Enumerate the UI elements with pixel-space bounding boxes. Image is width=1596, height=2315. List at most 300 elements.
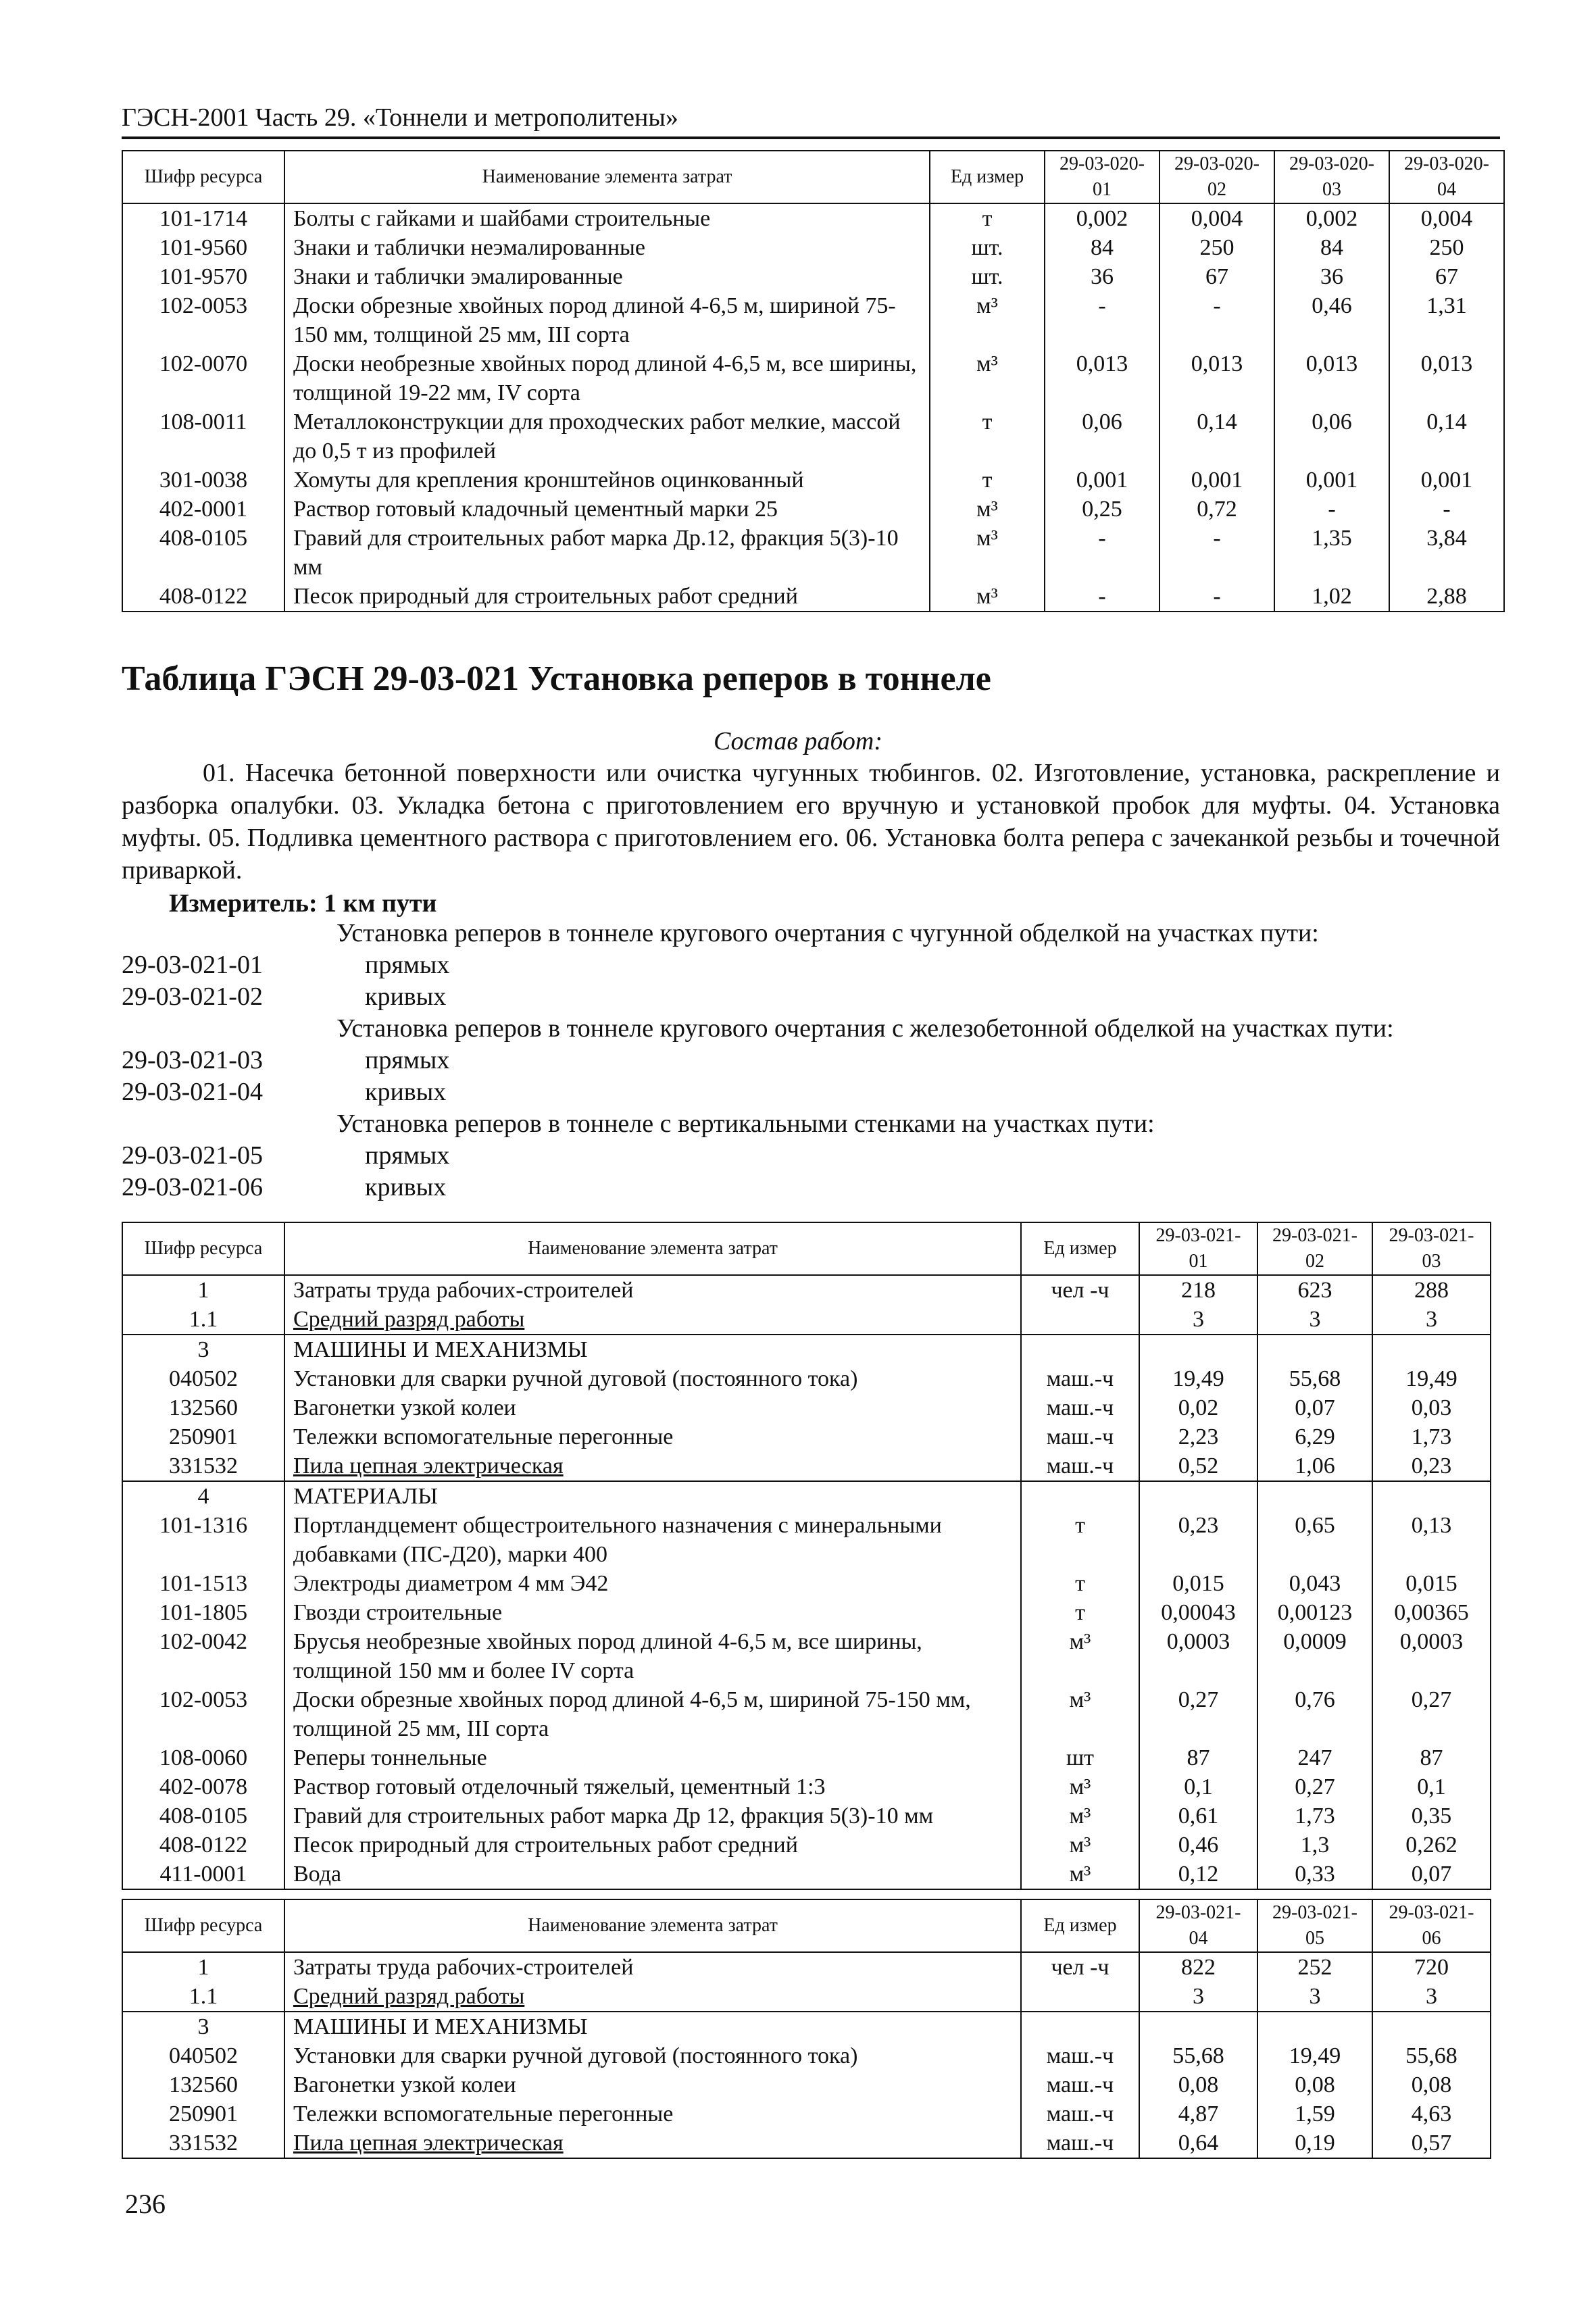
resource-code: 132560 xyxy=(122,2070,284,2099)
norm-label: прямых xyxy=(365,1046,450,1074)
value-cell: 0,07 xyxy=(1257,1393,1372,1422)
column-header: 29-03-021-05 xyxy=(1257,1899,1372,1952)
table-header-row xyxy=(122,151,1504,203)
value-cell xyxy=(1139,1335,1257,1364)
resource-code: 250901 xyxy=(122,2099,284,2129)
resource-table-3 xyxy=(122,1899,1491,2159)
value-cell: 1,02 xyxy=(1274,582,1389,612)
value-cell: 0,001 xyxy=(1389,466,1504,495)
table-header-row xyxy=(122,1222,1491,1275)
table-row xyxy=(122,1860,1491,1889)
resource-code: 3 xyxy=(122,1335,284,1364)
value-cell: 2,23 xyxy=(1139,1422,1257,1451)
value-cell: 0,25 xyxy=(1045,495,1159,524)
resource-name: Знаки и таблички эмалированные xyxy=(284,262,930,291)
table-row xyxy=(122,2099,1491,2129)
value-cell: 0,013 xyxy=(1159,349,1274,407)
table-row xyxy=(122,1569,1491,1598)
table-row xyxy=(122,407,1504,466)
resource-code: 250901 xyxy=(122,1422,284,1451)
value-cell: 0,14 xyxy=(1389,407,1504,466)
value-cell: 19,49 xyxy=(1257,2041,1372,2070)
resource-name: Песок природный для строительных работ средний xyxy=(284,582,930,612)
value-cell: 4,63 xyxy=(1372,2099,1491,2129)
column-header: Наименование элемента затрат xyxy=(284,1222,1021,1275)
value-cell: 0,02 xyxy=(1139,1393,1257,1422)
table-row xyxy=(122,1598,1491,1627)
value-cell: 0,013 xyxy=(1045,349,1159,407)
work-composition-body: 01. Насечка бетонной поверхности или очистка чугунных тюбингов. 02. Изготовление, установка, раскрепление и разборка опалубки. 03. Укладка бетона с приготовлением его вручную и установкой пробок для муфты. 04. Установка муфты. 05. Подливка цементного раствора с приготовлением его. 06. Установка болта репера с зачеканкой резьбы и точечной приваркой. xyxy=(122,759,1500,885)
value-cell: 3 xyxy=(1139,1305,1257,1335)
unit-cell: маш.-ч xyxy=(1021,1393,1139,1422)
norm-item xyxy=(122,1172,1541,1203)
resource-name: Доски обрезные хвойных пород длиной 4-6,5 м, шириной 75-150 мм, толщиной 25 мм, III сорта xyxy=(284,291,930,349)
resource-table-1 xyxy=(122,150,1505,612)
resource-code: 108-0011 xyxy=(122,407,284,466)
value-cell: 87 xyxy=(1139,1743,1257,1772)
resource-code: 108-0060 xyxy=(122,1743,284,1772)
table-row xyxy=(122,1743,1491,1772)
value-cell: 2,88 xyxy=(1389,582,1504,612)
table-row xyxy=(122,291,1504,349)
resource-code: 411-0001 xyxy=(122,1860,284,1889)
resource-name: Тележки вспомогательные перегонные xyxy=(284,1422,1021,1451)
value-cell: 1,59 xyxy=(1257,2099,1372,2129)
resource-code: 101-1513 xyxy=(122,1569,284,1598)
resource-code: 402-0001 xyxy=(122,495,284,524)
column-header: 29-03-021-04 xyxy=(1139,1899,1257,1952)
value-cell: 0,06 xyxy=(1045,407,1159,466)
resource-code: 402-0078 xyxy=(122,1772,284,1801)
resource-code: 132560 xyxy=(122,1393,284,1422)
column-header: 29-03-020-04 xyxy=(1389,151,1504,203)
value-cell: 0,13 xyxy=(1372,1511,1491,1569)
table-row xyxy=(122,1393,1491,1422)
unit-cell: м³ xyxy=(1021,1685,1139,1743)
table-row xyxy=(122,1511,1491,1569)
resource-name: Пила цепная электрическая xyxy=(284,2129,1021,2158)
value-cell: 0,14 xyxy=(1159,407,1274,466)
resource-name: Доски обрезные хвойных пород длиной 4-6,5 м, шириной 75-150 мм, толщиной 25 мм, III сорта xyxy=(284,1685,1021,1743)
unit-cell xyxy=(1021,2012,1139,2041)
resource-code: 331532 xyxy=(122,1451,284,1481)
norm-code: 29-03-021-03 xyxy=(122,1046,263,1074)
value-cell: 3 xyxy=(1257,1305,1372,1335)
norm-item xyxy=(122,949,1541,981)
column-header: Шифр ресурса xyxy=(122,151,284,203)
unit-cell: м³ xyxy=(1021,1860,1139,1889)
value-cell: 19,49 xyxy=(1139,1364,1257,1393)
value-cell: 0,57 xyxy=(1372,2129,1491,2158)
column-header: Шифр ресурса xyxy=(122,1222,284,1275)
resource-name: Средний разряд работы xyxy=(284,1305,1021,1335)
value-cell: - xyxy=(1045,524,1159,582)
resource-table-2 xyxy=(122,1222,1491,1890)
unit-cell xyxy=(1021,1305,1139,1335)
table-row xyxy=(122,1451,1491,1481)
value-cell: 0,001 xyxy=(1274,466,1389,495)
column-header: 29-03-021-01 xyxy=(1139,1222,1257,1275)
value-cell: 0,64 xyxy=(1139,2129,1257,2158)
value-cell: 0,013 xyxy=(1274,349,1389,407)
column-header: Ед измер xyxy=(930,151,1045,203)
norm-label: кривых xyxy=(365,1173,447,1201)
work-composition-text xyxy=(122,757,1500,887)
resource-code: 102-0053 xyxy=(122,1685,284,1743)
value-cell xyxy=(1257,2012,1372,2041)
value-cell: 3 xyxy=(1139,1982,1257,2012)
table-row xyxy=(122,1364,1491,1393)
unit-cell: маш.-ч xyxy=(1021,1364,1139,1393)
unit-cell: т xyxy=(1021,1598,1139,1627)
resource-name: Портландцемент общестроительного назначения с минеральными добавками (ПС-Д20), марки 400 xyxy=(284,1511,1021,1569)
value-cell: 0,043 xyxy=(1257,1569,1372,1598)
resource-code: 4 xyxy=(122,1481,284,1511)
value-cell: - xyxy=(1045,291,1159,349)
value-cell: 247 xyxy=(1257,1743,1372,1772)
norm-label: прямых xyxy=(365,951,450,979)
value-cell: - xyxy=(1159,291,1274,349)
page-number: 236 xyxy=(125,2189,166,2219)
unit-cell: м³ xyxy=(930,349,1045,407)
value-cell: 0,00365 xyxy=(1372,1598,1491,1627)
value-cell: 0,002 xyxy=(1045,203,1159,233)
value-cell: 0,013 xyxy=(1389,349,1504,407)
unit-cell: т xyxy=(930,407,1045,466)
unit-cell: т xyxy=(1021,1511,1139,1569)
resource-name: Установки для сварки ручной дуговой (постоянного тока) xyxy=(284,1364,1021,1393)
table-row xyxy=(122,582,1504,612)
resource-code: 301-0038 xyxy=(122,466,284,495)
resource-name: Пила цепная электрическая xyxy=(284,1451,1021,1481)
work-composition-label: Состав работ: xyxy=(713,727,883,755)
resource-code: 102-0070 xyxy=(122,349,284,407)
table-header-row xyxy=(122,1899,1491,1952)
unit-cell: м³ xyxy=(1021,1801,1139,1831)
value-cell: 0,61 xyxy=(1139,1801,1257,1831)
table-row xyxy=(122,1481,1491,1511)
value-cell: 1,06 xyxy=(1257,1451,1372,1481)
table-row xyxy=(122,466,1504,495)
value-cell: 250 xyxy=(1389,233,1504,262)
table-row xyxy=(122,2041,1491,2070)
value-cell: 0,76 xyxy=(1257,1685,1372,1743)
table-row xyxy=(122,1275,1491,1305)
value-cell: - xyxy=(1159,582,1274,612)
resource-name: Доски необрезные хвойных пород длиной 4-6,5 м, все ширины, толщиной 19-22 мм, IV сорта xyxy=(284,349,930,407)
resource-name: Средний разряд работы xyxy=(284,1982,1021,2012)
unit-cell: маш.-ч xyxy=(1021,2070,1139,2099)
value-cell: 0,001 xyxy=(1045,466,1159,495)
norm-code: 29-03-021-05 xyxy=(122,1141,263,1170)
table-row xyxy=(122,262,1504,291)
table-row xyxy=(122,349,1504,407)
value-cell: 0,46 xyxy=(1274,291,1389,349)
value-cell: 1,31 xyxy=(1389,291,1504,349)
meter-line: Измеритель: 1 км пути xyxy=(169,889,437,918)
value-cell: 1,35 xyxy=(1274,524,1389,582)
section-title: Таблица ГЭСН 29-03-021 Установка реперов в тоннеле xyxy=(122,659,991,698)
resource-name: Знаки и таблички неэмалированные xyxy=(284,233,930,262)
resource-code: 040502 xyxy=(122,1364,284,1393)
value-cell: 36 xyxy=(1045,262,1159,291)
value-cell: 1,73 xyxy=(1257,1801,1372,1831)
norm-item xyxy=(122,1045,1541,1076)
resource-code: 102-0053 xyxy=(122,291,284,349)
resource-name: Вагонетки узкой колеи xyxy=(284,1393,1021,1422)
value-cell: 0,52 xyxy=(1139,1451,1257,1481)
value-cell xyxy=(1257,1335,1372,1364)
value-cell: 0,19 xyxy=(1257,2129,1372,2158)
norm-item xyxy=(122,1140,1541,1172)
value-cell: 3 xyxy=(1372,1305,1491,1335)
value-cell xyxy=(1139,2012,1257,2041)
value-cell xyxy=(1372,1335,1491,1364)
value-cell: 55,68 xyxy=(1257,1364,1372,1393)
value-cell: 0,03 xyxy=(1372,1393,1491,1422)
value-cell: 0,015 xyxy=(1139,1569,1257,1598)
table-row xyxy=(122,233,1504,262)
resource-name: Реперы тоннельные xyxy=(284,1743,1021,1772)
resource-code: 3 xyxy=(122,2012,284,2041)
resource-code: 1 xyxy=(122,1275,284,1305)
value-cell: 0,12 xyxy=(1139,1860,1257,1889)
value-cell: 3 xyxy=(1372,1982,1491,2012)
value-cell: 0,00123 xyxy=(1257,1598,1372,1627)
column-header: 29-03-020-03 xyxy=(1274,151,1389,203)
unit-cell: маш.-ч xyxy=(1021,1422,1139,1451)
column-header: Ед измер xyxy=(1021,1899,1139,1952)
value-cell: 0,72 xyxy=(1159,495,1274,524)
norm-label: кривых xyxy=(365,1078,447,1106)
value-cell xyxy=(1139,1481,1257,1511)
value-cell: 0,08 xyxy=(1257,2070,1372,2099)
norm-code: 29-03-021-04 xyxy=(122,1078,263,1106)
table-row xyxy=(122,2012,1491,2041)
table-row xyxy=(122,495,1504,524)
value-cell: 822 xyxy=(1139,1952,1257,1982)
unit-cell: м³ xyxy=(1021,1772,1139,1801)
value-cell: 0,001 xyxy=(1159,466,1274,495)
resource-code: 1 xyxy=(122,1952,284,1982)
unit-cell: т xyxy=(930,466,1045,495)
table-row xyxy=(122,1422,1491,1451)
value-cell: - xyxy=(1389,495,1504,524)
value-cell: 6,29 xyxy=(1257,1422,1372,1451)
value-cell: 0,0003 xyxy=(1372,1627,1491,1685)
resource-name: Гравий для строительных работ марка Др 12, фракция 5(3)-10 мм xyxy=(284,1801,1021,1831)
unit-cell: т xyxy=(1021,1569,1139,1598)
value-cell: 87 xyxy=(1372,1743,1491,1772)
resource-name: Болты с гайками и шайбами строительные xyxy=(284,203,930,233)
resource-code: 408-0105 xyxy=(122,1801,284,1831)
unit-cell xyxy=(1021,1481,1139,1511)
value-cell: 0,0003 xyxy=(1139,1627,1257,1685)
unit-cell xyxy=(1021,1982,1139,2012)
resource-name: Вода xyxy=(284,1860,1021,1889)
resource-name: Затраты труда рабочих-строителей xyxy=(284,1275,1021,1305)
value-cell: - xyxy=(1159,524,1274,582)
resource-code: 102-0042 xyxy=(122,1627,284,1685)
value-cell: 0,23 xyxy=(1372,1451,1491,1481)
value-cell: - xyxy=(1045,582,1159,612)
value-cell: 0,27 xyxy=(1139,1685,1257,1743)
unit-cell: м³ xyxy=(930,495,1045,524)
value-cell: 84 xyxy=(1045,233,1159,262)
value-cell: 0,1 xyxy=(1372,1772,1491,1801)
norm-item xyxy=(122,1076,1541,1108)
norm-label: кривых xyxy=(365,982,447,1011)
value-cell: 0,262 xyxy=(1372,1831,1491,1860)
value-cell: 0,015 xyxy=(1372,1569,1491,1598)
value-cell: 67 xyxy=(1159,262,1274,291)
value-cell: 0,27 xyxy=(1372,1685,1491,1743)
value-cell: 36 xyxy=(1274,262,1389,291)
table-row xyxy=(122,1627,1491,1685)
table-row xyxy=(122,2070,1491,2099)
value-cell: 67 xyxy=(1389,262,1504,291)
norm-label: прямых xyxy=(365,1141,450,1170)
unit-cell: м³ xyxy=(1021,1831,1139,1860)
resource-code: 408-0122 xyxy=(122,1831,284,1860)
resource-name: Затраты труда рабочих-строителей xyxy=(284,1952,1021,1982)
column-header: 29-03-020-02 xyxy=(1159,151,1274,203)
value-cell: 3 xyxy=(1257,1982,1372,2012)
table-row xyxy=(122,1831,1491,1860)
value-cell: 1,73 xyxy=(1372,1422,1491,1451)
unit-cell: шт. xyxy=(930,262,1045,291)
unit-cell xyxy=(1021,1335,1139,1364)
value-cell: 252 xyxy=(1257,1952,1372,1982)
unit-cell: чел -ч xyxy=(1021,1952,1139,1982)
group-title: Установка реперов в тоннеле с вертикальными стенками на участках пути: xyxy=(336,1110,1155,1138)
value-cell: 0,08 xyxy=(1372,2070,1491,2099)
value-cell: 623 xyxy=(1257,1275,1372,1305)
value-cell: 84 xyxy=(1274,233,1389,262)
group-title: Установка реперов в тоннеле кругового очертания с чугунной обделкой на участках пути: xyxy=(336,919,1319,947)
value-cell: 0,002 xyxy=(1274,203,1389,233)
column-header: 29-03-021-02 xyxy=(1257,1222,1372,1275)
column-header: Наименование элемента затрат xyxy=(284,151,930,203)
value-cell: 0,33 xyxy=(1257,1860,1372,1889)
unit-cell: маш.-ч xyxy=(1021,2041,1139,2070)
unit-cell: чел -ч xyxy=(1021,1275,1139,1305)
value-cell: 4,87 xyxy=(1139,2099,1257,2129)
resource-name: Хомуты для крепления кронштейнов оцинкованный xyxy=(284,466,930,495)
table-row xyxy=(122,1801,1491,1831)
group-title: Установка реперов в тоннеле кругового очертания с железобетонной обделкой на участках пути: xyxy=(336,1014,1394,1043)
unit-cell: м³ xyxy=(930,524,1045,582)
value-cell: - xyxy=(1274,495,1389,524)
value-cell: 3,84 xyxy=(1389,524,1504,582)
unit-cell: маш.-ч xyxy=(1021,1451,1139,1481)
resource-code: 331532 xyxy=(122,2129,284,2158)
norm-item xyxy=(122,981,1541,1013)
value-cell: 0,00043 xyxy=(1139,1598,1257,1627)
value-cell xyxy=(1372,2012,1491,2041)
resource-name: Брусья необрезные хвойных пород длиной 4-6,5 м, все ширины, толщиной 150 мм и более IV сорта xyxy=(284,1627,1021,1685)
resource-name: МАШИНЫ И МЕХАНИЗМЫ xyxy=(284,2012,1021,2041)
column-header: 29-03-021-03 xyxy=(1372,1222,1491,1275)
value-cell: 0,08 xyxy=(1139,2070,1257,2099)
table-row xyxy=(122,1952,1491,1982)
table-row xyxy=(122,1772,1491,1801)
value-cell: 19,49 xyxy=(1372,1364,1491,1393)
value-cell: 0,27 xyxy=(1257,1772,1372,1801)
value-cell: 0,65 xyxy=(1257,1511,1372,1569)
value-cell: 720 xyxy=(1372,1952,1491,1982)
resource-name: Электроды диаметром 4 мм Э42 xyxy=(284,1569,1021,1598)
resource-name: Тележки вспомогательные перегонные xyxy=(284,2099,1021,2129)
unit-cell: м³ xyxy=(930,291,1045,349)
value-cell: 0,004 xyxy=(1389,203,1504,233)
column-header: Шифр ресурса xyxy=(122,1899,284,1952)
resource-code: 101-9570 xyxy=(122,262,284,291)
resource-code: 408-0105 xyxy=(122,524,284,582)
value-cell: 0,07 xyxy=(1372,1860,1491,1889)
resource-code: 040502 xyxy=(122,2041,284,2070)
unit-cell: шт xyxy=(1021,1743,1139,1772)
resource-code: 408-0122 xyxy=(122,582,284,612)
value-cell: 55,68 xyxy=(1372,2041,1491,2070)
resource-code: 101-1805 xyxy=(122,1598,284,1627)
norm-item-list xyxy=(122,918,1541,1203)
value-cell: 288 xyxy=(1372,1275,1491,1305)
table-row xyxy=(122,1335,1491,1364)
column-header: Наименование элемента затрат xyxy=(284,1899,1021,1952)
value-cell: 0,004 xyxy=(1159,203,1274,233)
unit-cell: маш.-ч xyxy=(1021,2129,1139,2158)
unit-cell: м³ xyxy=(930,582,1045,612)
norm-code: 29-03-021-06 xyxy=(122,1173,263,1201)
resource-name: Гравий для строительных работ марка Др.12, фракция 5(3)-10 мм xyxy=(284,524,930,582)
resource-code: 101-1316 xyxy=(122,1511,284,1569)
value-cell: 218 xyxy=(1139,1275,1257,1305)
resource-code: 101-9560 xyxy=(122,233,284,262)
value-cell: 1,3 xyxy=(1257,1831,1372,1860)
resource-name: Песок природный для строительных работ средний xyxy=(284,1831,1021,1860)
resource-name: МАТЕРИАЛЫ xyxy=(284,1481,1021,1511)
resource-code: 1.1 xyxy=(122,1305,284,1335)
unit-cell: маш.-ч xyxy=(1021,2099,1139,2129)
value-cell: 250 xyxy=(1159,233,1274,262)
value-cell: 0,46 xyxy=(1139,1831,1257,1860)
unit-cell: шт. xyxy=(930,233,1045,262)
table-row xyxy=(122,524,1504,582)
resource-name: МАШИНЫ И МЕХАНИЗМЫ xyxy=(284,1335,1021,1364)
resource-name: Установки для сварки ручной дуговой (постоянного тока) xyxy=(284,2041,1021,2070)
norm-code: 29-03-021-02 xyxy=(122,982,263,1011)
column-header: 29-03-020-01 xyxy=(1045,151,1159,203)
table-row xyxy=(122,2129,1491,2158)
unit-cell: м³ xyxy=(1021,1627,1139,1685)
value-cell xyxy=(1257,1481,1372,1511)
table-row xyxy=(122,1685,1491,1743)
unit-cell: т xyxy=(930,203,1045,233)
column-header: Ед измер xyxy=(1021,1222,1139,1275)
value-cell: 0,23 xyxy=(1139,1511,1257,1569)
column-header: 29-03-021-06 xyxy=(1372,1899,1491,1952)
resource-name: Металлоконструкции для проходческих работ мелкие, массой до 0,5 т из профилей xyxy=(284,407,930,466)
resource-code: 1.1 xyxy=(122,1982,284,2012)
value-cell: 0,06 xyxy=(1274,407,1389,466)
norm-code: 29-03-021-01 xyxy=(122,951,263,979)
running-header: ГЭСН-2001 Часть 29. «Тоннели и метрополитены» xyxy=(122,101,1500,139)
value-cell: 0,35 xyxy=(1372,1801,1491,1831)
resource-name: Гвозди строительные xyxy=(284,1598,1021,1627)
value-cell: 55,68 xyxy=(1139,2041,1257,2070)
resource-name: Раствор готовый кладочный цементный марки 25 xyxy=(284,495,930,524)
